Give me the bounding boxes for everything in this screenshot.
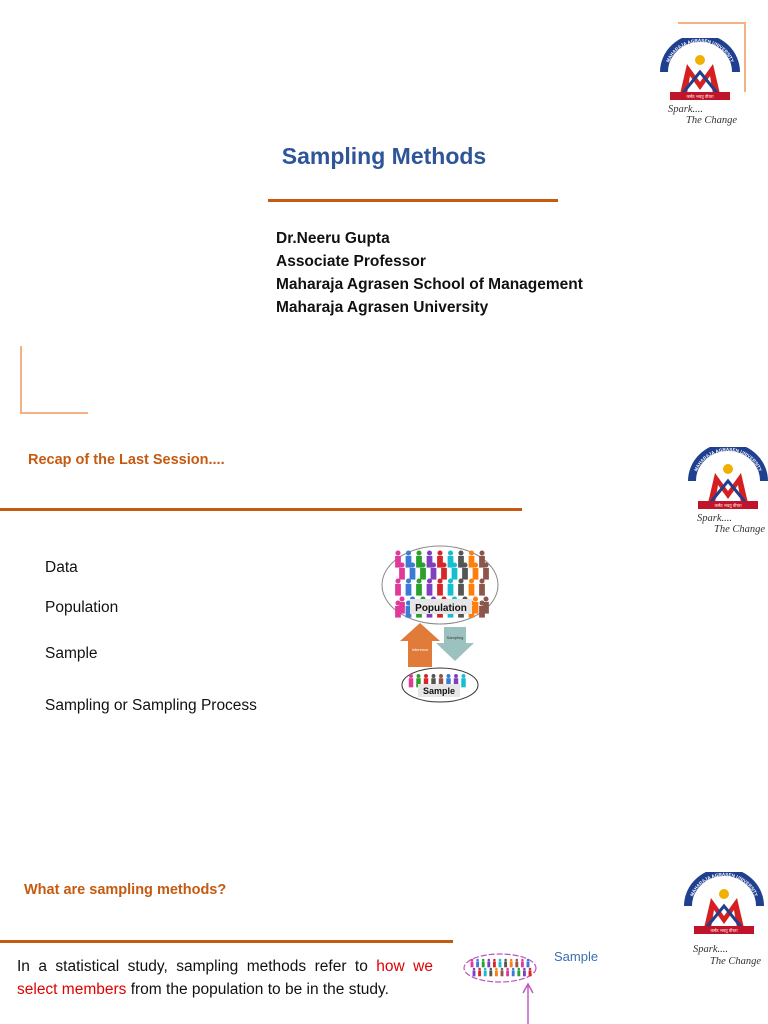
person-icon — [458, 584, 464, 596]
person-icon — [448, 550, 453, 555]
svg-text:Inference: Inference — [411, 647, 429, 652]
person-icon — [399, 562, 404, 567]
person-icon — [523, 968, 526, 971]
corner-decoration-bottom-left — [20, 346, 88, 414]
recap-slide — [0, 425, 768, 850]
person-icon — [432, 674, 436, 678]
person-icon — [499, 959, 502, 962]
recap-item-population: Population — [45, 599, 119, 616]
person-icon — [521, 959, 524, 962]
person-icon — [478, 970, 481, 976]
person-icon — [416, 550, 421, 555]
person-icon — [406, 584, 412, 596]
logo-tagline-spark: Spark.... — [693, 944, 728, 955]
population-sample-diagram — [378, 543, 504, 705]
person-icon — [510, 961, 513, 967]
university-logo — [684, 872, 764, 938]
person-icon — [515, 961, 518, 967]
person-icon — [484, 970, 487, 976]
person-icon — [473, 968, 476, 971]
author-school: Maharaja Agrasen School of Management — [276, 276, 583, 293]
definition-text-end: from the population to be in the study. — [126, 981, 389, 998]
person-icon — [437, 550, 442, 555]
person-icon — [483, 568, 489, 580]
person-icon — [484, 968, 487, 971]
recap-item-data: Data — [45, 559, 78, 576]
logo-tagline-change: The Change — [710, 956, 762, 967]
person-icon — [462, 568, 468, 580]
person-icon — [493, 961, 496, 967]
person-icon — [478, 968, 481, 971]
person-icon — [406, 550, 411, 555]
person-icon — [410, 568, 416, 580]
person-icon — [495, 970, 498, 976]
person-icon — [476, 961, 479, 967]
person-icon — [469, 578, 474, 583]
person-icon — [488, 959, 491, 962]
person-icon — [462, 674, 466, 678]
person-icon — [487, 961, 490, 967]
person-icon — [406, 578, 411, 583]
population-label: Population — [415, 603, 467, 614]
person-icon — [495, 968, 498, 971]
title-underline — [268, 199, 558, 202]
title-slide — [0, 0, 768, 425]
person-icon — [416, 584, 422, 596]
author-university: Maharaja Agrasen University — [276, 299, 489, 316]
sample-cloud-diagram — [462, 946, 612, 1024]
person-icon — [473, 970, 476, 976]
person-icon — [493, 959, 496, 962]
sample-label: Sample — [422, 686, 456, 696]
person-icon — [427, 584, 433, 596]
person-icon — [527, 959, 530, 962]
person-icon — [476, 959, 479, 962]
person-icon — [523, 970, 526, 976]
logo-arc-text: MAHARAJA AGRASEN UNIVERSITY — [665, 38, 735, 64]
person-icon — [482, 961, 485, 967]
sampling-methods-definition — [17, 955, 433, 1001]
person-icon — [501, 970, 504, 976]
person-icon — [447, 674, 451, 678]
person-icon — [512, 968, 515, 971]
definition-text-start: In a statistical study, sampling methods refer to — [17, 958, 377, 975]
person-icon — [501, 968, 504, 971]
person-icon — [490, 968, 493, 971]
person-icon — [452, 562, 457, 567]
inference-arrow — [400, 623, 440, 667]
person-icon — [417, 674, 421, 678]
person-icon — [506, 968, 509, 971]
sample-cloud-label: Sample — [554, 949, 599, 964]
person-icon — [462, 562, 467, 567]
person-icon — [395, 550, 400, 555]
person-icon — [409, 674, 413, 678]
sampling-methods-heading-rule — [0, 940, 453, 943]
person-icon — [395, 578, 400, 583]
person-icon — [399, 568, 405, 580]
university-logo — [660, 38, 740, 104]
person-icon — [399, 596, 404, 601]
recap-heading: Recap of the Last Session.... — [28, 452, 225, 468]
logo-tagline-change: The Change — [686, 115, 738, 126]
person-icon — [479, 550, 484, 555]
logo-tagline-change: The Change — [714, 524, 766, 535]
person-icon — [431, 568, 437, 580]
person-icon — [420, 568, 426, 580]
person-icon — [469, 584, 475, 596]
person-icon — [458, 550, 463, 555]
person-icon — [499, 961, 502, 967]
person-icon — [437, 584, 443, 596]
person-icon — [469, 550, 474, 555]
person-icon — [441, 562, 446, 567]
person-icon — [517, 970, 520, 976]
person-icon — [437, 578, 442, 583]
person-icon — [439, 674, 443, 678]
person-icon — [518, 968, 521, 971]
author-block — [276, 227, 583, 319]
recap-heading-rule — [0, 508, 522, 511]
svg-text:कर्मठ भवतु वीरता: कर्मठ भवतु वीरता — [714, 503, 742, 508]
sampling-arrow — [436, 627, 474, 661]
person-icon — [473, 596, 478, 601]
author-name: Dr.Neeru Gupta — [276, 230, 390, 247]
recap-item-sampling-process: Sampling or Sampling Process — [45, 697, 257, 714]
person-icon — [483, 562, 488, 567]
person-icon — [479, 606, 485, 618]
sampling-methods-slide — [0, 850, 768, 1024]
svg-text:MAHARAJA AGRASEN UNIVERSITY: MAHARAJA AGRASEN UNIVERSITY — [689, 872, 759, 898]
svg-text:Sampling: Sampling — [446, 635, 464, 640]
logo-tagline-spark: Spark.... — [668, 104, 703, 115]
person-icon — [409, 678, 413, 687]
person-icon — [461, 678, 465, 687]
person-icon — [482, 959, 485, 962]
person-icon — [395, 600, 400, 605]
person-icon — [489, 970, 492, 976]
person-icon — [529, 968, 532, 971]
person-icon — [506, 970, 509, 976]
person-icon — [479, 600, 484, 605]
svg-text:कर्मठ भवतु वीरता: कर्मठ भवतु वीरता — [710, 928, 738, 933]
person-icon — [410, 562, 415, 567]
person-icon — [483, 596, 488, 601]
person-icon — [452, 568, 458, 580]
person-icon — [504, 959, 507, 962]
person-icon — [416, 578, 421, 583]
person-icon — [529, 970, 532, 976]
svg-text:कर्मठ भवतु वीरता: कर्मठ भवतु वीरता — [686, 94, 714, 99]
person-icon — [479, 584, 485, 596]
sample-up-arrow — [523, 984, 533, 1024]
person-icon — [479, 578, 484, 583]
person-icon — [516, 959, 519, 962]
svg-text:MAHARAJA AGRASEN UNIVERSITY: MAHARAJA AGRASEN UNIVERSITY — [693, 447, 763, 473]
person-icon — [431, 562, 436, 567]
definition-highlight: how we select members — [17, 958, 433, 998]
person-icon — [510, 959, 513, 962]
person-icon — [473, 568, 479, 580]
person-icon — [471, 959, 474, 962]
sampling-methods-heading: What are sampling methods? — [24, 882, 227, 898]
person-icon — [420, 562, 425, 567]
recap-item-sample: Sample — [45, 645, 98, 662]
person-icon — [395, 584, 401, 596]
person-icon — [427, 550, 432, 555]
person-icon — [458, 578, 463, 583]
person-icon — [473, 562, 478, 567]
person-icon — [512, 970, 515, 976]
person-icon — [424, 674, 428, 678]
person-icon — [427, 578, 432, 583]
person-icon — [448, 578, 453, 583]
person-icon — [527, 961, 530, 967]
person-icon — [471, 961, 474, 967]
person-icon — [504, 961, 507, 967]
logo-tagline-spark: Spark.... — [697, 513, 732, 524]
author-position: Associate Professor — [276, 253, 426, 270]
person-icon — [454, 674, 458, 678]
person-icon — [441, 568, 447, 580]
university-logo — [688, 447, 768, 513]
person-icon — [521, 961, 524, 967]
person-icon — [395, 606, 401, 618]
person-icon — [448, 584, 454, 596]
slide-title: Sampling Methods — [281, 143, 487, 169]
